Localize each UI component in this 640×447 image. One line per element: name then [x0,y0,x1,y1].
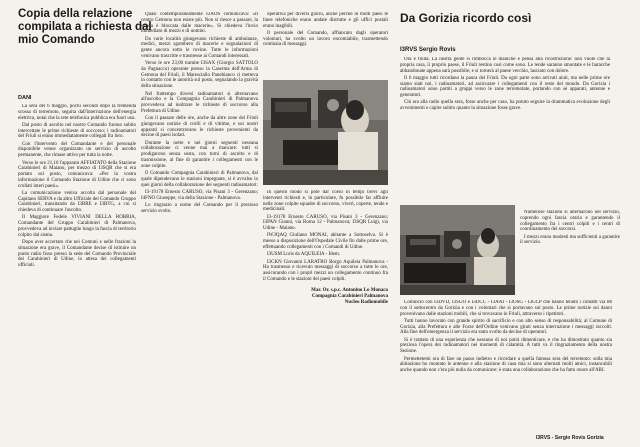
paragraph: Permettetemi ora di fare un passo indietro e ricordare a quella famosa sera del terremoto: sulla mia abitazione ho montato le antenne e alla stazione di casa mia si sono alternati molti amici, instancabili anche quando non c'era più nulla da comunicare: è stata una collaborazione che ha fatto onore all'ARI. [400,356,612,374]
paragraph: Verso le ore 23,00 tramite I3SAX (Giorgio SATTOLO da Pagnacco) operante presso la Caserma dell'Arma di Gemona del Friuli, il Maresciallo Panebianco ci metteva in contatto con le autorità sul posto, segnalando la gravità della situazione. [141,61,258,90]
photo-radio-operator-image [263,80,388,185]
paragraph: Il Comando Compagnia Carabinieri di Palmanova, dal quale dipendevano le stazioni impegnate, si è avvalso in quei giorni della collaborazione dei seguenti radioamatori: [141,171,258,188]
left-article-column-2 [141,12,258,442]
paragraph: Il Maggiore Fedele VIVIANI DELLA ROBBIA, Comandante del Gruppo Carabinieri di Palmanova, provvedeva ad inviare pattuglie lungo la fascia di territorio colpito dal sisma. [18,215,136,238]
left-article-signature [263,288,388,306]
paragraph: Quasi contemporaneamente I3AOS comunicava: «Il centro Gemona non esiste più. Non si riesce a passare, la strada è bloccata dalle macerie». Si chiedeva l'invio immediato di mezzi e di uomini. [141,12,258,35]
paragraph: Dal posto di ascolto nel nostro Comando furono subito intercettate le prime richieste di soccorso; i radioamatori del Friuli si erano immediatamente collegati fra loro. [18,122,136,140]
right-article-bottom-byline [536,435,604,442]
right-article-column-bottom [400,300,612,432]
paragraph: I3-19178 Ernesto CARUSO, via Pisani 3 - Gerenzano; I4FNO Giuseppe, via della Stazione - Palmanova. [141,189,258,201]
paragraph: Verso le ore 21,10 l'apparato AFFIATATO della Stazione Carabinieri di Maiano, per mezzo di I3SQR che si era portato sul posto, comunicava: «Per la vostra informazione il Comando Stazione di Udine che ci sono crollati interi paesi». [18,160,136,189]
photo-radio-station-image [400,205,515,295]
paragraph: Con l'intervento del Comandante e del personale disponibile venne organizzato un servizio di ascolto permanente, che rimase attivo per tutta la notte. [18,141,136,159]
bottom-byline-text: I3RVS - Sergio Rovis Gorizia [536,435,604,441]
paragraph: I3CKN Giovanni LARATRO Borgo Aquileia Palmanova - Ha trasmesso e ricevuto messaggi di soccorso a tutte le ore, assicurando con i propri mezzi un collegamento continuo fra il Comando e le stazioni dei paesi colpiti. [263,259,388,282]
right-article-byline: I3RVS Sergio Rovis [400,47,456,53]
paragraph: Con il passare delle ore, anche da altre zone del Friuli giungevano notizie di crolli e di vittime, e sui nostri apparati si concentravano le richieste provenienti da decine di paesi isolati. [141,116,258,139]
paragraph: Da varie località giungevano richieste di ambulanze, medici, mezzi sgombero di macerie e segnalazioni di gente ancora sotto le rovine. Tutte le informazioni venivano trascritte e trasmesse ai Comandi interessati. [141,36,258,59]
right-article-column-top [400,57,610,202]
paragraph: Il personale del Comando, affiancato dagli operatori volontari, ha svolto un lavoro encomiabile, trasmettendo centinaia di messaggi. [263,30,388,48]
signature-line: Mar. Or. s.p.c. Antonino Lo Monaco [311,287,388,293]
left-article-column-1 [18,104,136,442]
paragraph: Dopo aver accertato che nei Comuni e nelle frazioni la situazione era grave, il Comandante decise di istituire un punto radio fisso presso la sede del Comando Provinciale dei Carabinieri di Udine, in attesa dei collegamenti ufficiali. [18,240,136,269]
paragraph: I3-19178 Ernesto CARUSO, via Pisani 3 - Gerenzano; I3PAN Gianni, via Roma 12 - Palmanova; I3SQR Luigi, via Udine - Maiano. [263,214,388,232]
right-article-column-side [520,210,620,295]
paragraph: Ora è finita. La nostra gente si rimbocca le maniche e pensa alla ricostruzione: non vuole che la propria casa, il proprio paese, il Friuli restino così come sono. Le tende saranno smontate e le baracche abbandonate appena sarà possibile; e si tornerà al paese vecchio, lasciato con dolore. [400,57,610,74]
paragraph: La sera del 6 maggio, pochi secondi dopo la tremenda scossa di terremoto, seguita dall'interruzione dell'energia elettrica, notai che la rete telefonica pubblica era fuori uso. [18,104,136,121]
left-article-column-3-bottom [263,190,388,442]
paragraph: Durante la notte e nei giorni seguenti nessuna collaborazione ci venne mai a mancare: tutti si prodigarono senza sosta, con turni di ascolto e di trasmissione, al fine di garantire i collegamenti con le zone colpite. [141,140,258,169]
signature-line: Compagnia Carabinieri Palmanova [311,293,388,299]
left-article-column-3-top [263,12,388,78]
paragraph: Nel frattempo diversi radioamatori si alternavano all'ascolto e la Compagnia Carabinieri di Palmanova provvedeva ad inoltrare le richieste di soccorso alla Prefettura di Udine. [141,91,258,114]
photo-radio-station [400,205,515,295]
right-article-headline: Da Gorizia ricordo così [400,11,532,25]
paragraph: Lo ringrazio a nome del Comando per il prezioso servizio svolto. [141,203,258,214]
paragraph: IW3QAQ Giuliano MONAI, abitante a Sottoselva. Si è messo a disposizione dell'Ospedale Civile fin dalle prime ore, effettuando collegamenti con i Comandi di Udine. [263,233,388,250]
paragraph: La comunicazione veniva accolta dal personale del Capitano SERVA e da altro Ufficiale del Comando Gruppo Carabinieri, transitando da I3BRE e I3BTG, a cui si chiedeva di continuare l'ascolto. [18,190,136,214]
paragraph: I mezzi erano modesti ma sufficienti a garantire il servizio. [520,234,620,246]
paragraph: Tutti hanno lavorato con grande spirito di sacrificio e con alto senso di responsabilità; al Comune di Gorizia, alla Prefettura e alle Forze dell'Ordine venivano girati senza interruzione i messaggi raccolti. Alla fine dell'emergenza il servizio era stato svolto da decine di operatori. [400,318,612,336]
paragraph: Numerose stazioni si alternarono nel servizio, coprendo ogni fascia oraria e garantendo il collegamento fra i centri colpiti e i centri di coordinamento dei soccorsi. [520,210,620,233]
paragraph: In questo modo si poté dar corso in tempi brevi agli interventi richiesti e, in particolare, fu possibile far affluire nelle zone colpite squadre di soccorso, viveri, coperte, tende e medicinali. [263,190,388,213]
paragraph: Si è trattato di una esperienza che nessuno di noi potrà dimenticare, e che ha dimostrato quanto sia preziosa l'opera dei radioamatori nei momenti di calamità. A tutti va il ringraziamento della nostra Sezione. [400,337,612,355]
paragraph: I3USM Loris da AQUILEIA - Idem. [267,252,341,258]
paragraph: operativa per diversi giorni, anche perché in molti paesi le linee telefoniche erano andate distrutte e gli uffici postali erano inagibili. [263,12,388,29]
signature-line: Nucleo Radiomobile [344,299,388,305]
paragraph: Cominciò con I3DVD, I3SUO e I3DCC - I3AAI - I3OSG - I3GCP che hanno tenuto i contatti via 88 con il sottocentro da Gorizia e con i volontari che si portavano sul posto. Le prime notizie sui danni provenivano dalle stazioni mobili, che si trovavano in Friuli, attraverso i ripetitori. [400,300,612,317]
left-article-author-label: DANI [18,95,32,101]
paragraph: Chi era alla radio quella sera, forse anche per caso, ha potuto seguire la drammatica evoluzione degli avvenimenti e capire subito quanto la situazione fosse grave. [400,100,610,112]
left-article-headline: Copia della relazione compilata a richiesta dal mio Comando [18,8,152,46]
paragraph: Il 6 maggio tutti ricordano la paura del Friuli. Da ogni parte sono arrivati aiuti, ma nelle prime ore siamo stati noi, i radioamatori, ad assicurare i collegamenti con il resto del mondo. Da Gorizia i radioamatori sono partiti a gruppi verso le zone terremotate, portando con sé apparati, antenne e generatori. [400,75,610,99]
photo-radio-operator [263,80,388,185]
